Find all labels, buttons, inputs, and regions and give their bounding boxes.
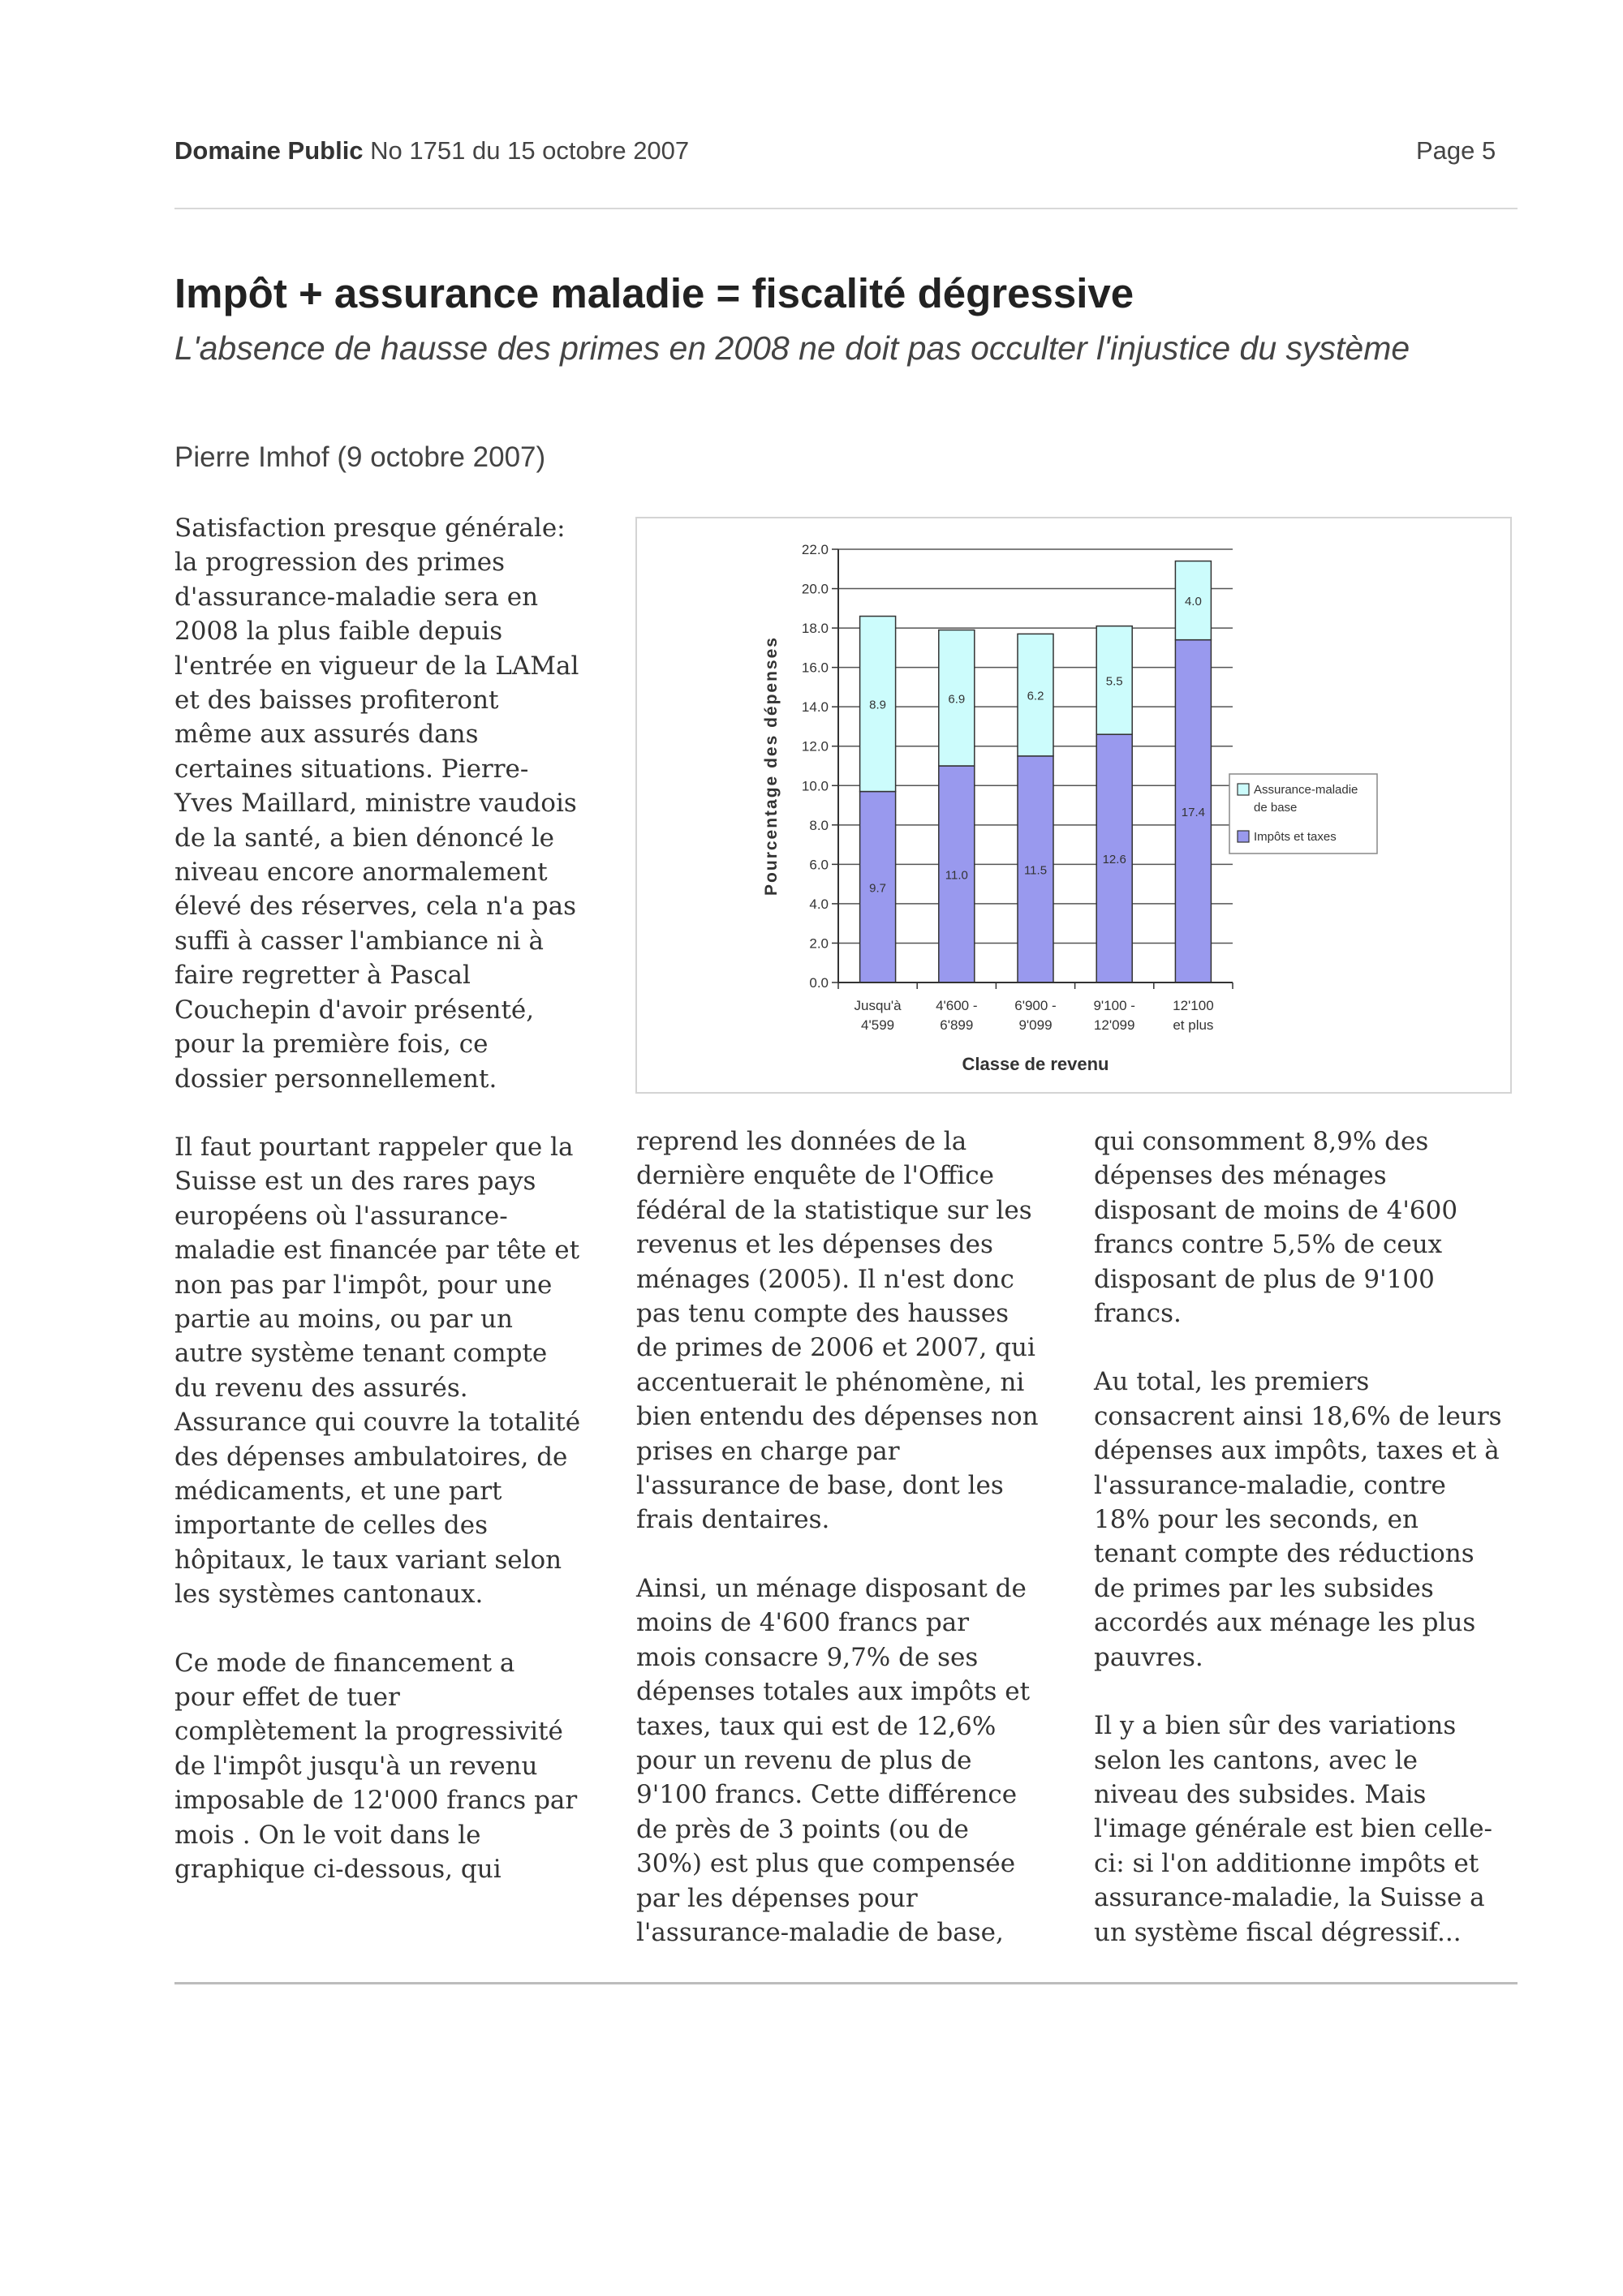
legend-swatch	[1238, 784, 1249, 795]
data-label: 4.0	[1184, 595, 1202, 609]
y-axis-title: Pourcentage des dépenses	[762, 636, 781, 896]
x-tick-label: et plus	[1173, 1017, 1214, 1033]
text-line: élevé des réserves, cela n'a pas	[174, 892, 577, 922]
text-line: l'entrée en vigueur de la LAMal	[174, 651, 579, 681]
text-line: et des baisses profiteront	[174, 686, 499, 716]
text-line: de la santé, a bien dénoncé le	[174, 823, 555, 853]
paragraph	[174, 1130, 580, 1612]
text-line: autre système tenant compte	[174, 1339, 548, 1369]
y-tick-label: 16.0	[801, 660, 829, 676]
text-line: pour un revenu de plus de	[636, 1745, 972, 1775]
text-line: revenus et les dépenses des	[636, 1230, 993, 1260]
text-line: complètement la progressivité	[174, 1717, 563, 1747]
text-line: non pas par l'impôt, pour une	[174, 1270, 553, 1300]
footer-divider	[174, 1982, 1518, 1984]
y-tick-label: 20.0	[801, 581, 829, 597]
x-tick-label: Jusqu'à	[854, 998, 902, 1013]
text-line: européens où l'assurance-	[174, 1201, 508, 1231]
text-line: des dépenses ambulatoires, de	[174, 1442, 568, 1472]
y-tick-label: 0.0	[809, 975, 829, 991]
text-line: accentuerait le phénomène, ni	[636, 1367, 1025, 1397]
text-line: Ainsi, un ménage disposant de	[636, 1573, 1027, 1603]
y-tick-label: 22.0	[801, 542, 829, 557]
text-line: par les dépenses pour	[636, 1883, 918, 1913]
text-line: mois consacre 9,7% de ses	[636, 1642, 979, 1672]
paragraph	[1094, 1365, 1502, 1675]
text-line: Assurance qui couvre la totalité	[174, 1408, 581, 1438]
text-line: certaines situations. Pierre-	[174, 754, 529, 784]
x-tick-label: 4'600 -	[936, 998, 978, 1013]
text-line: niveau encore anormalement	[174, 858, 548, 888]
chart-figure	[635, 517, 1512, 1094]
x-axis-title: Classe de revenu	[962, 1054, 1109, 1074]
x-tick-label: 12'099	[1093, 1017, 1135, 1033]
text-line: mois . On le voit dans le	[174, 1820, 481, 1850]
x-tick-label: 9'099	[1018, 1017, 1053, 1033]
header-divider	[174, 208, 1518, 209]
text-line: graphique ci-dessous, qui	[174, 1855, 502, 1885]
page-number: Page 5	[1416, 136, 1496, 165]
text-line: 2008 la plus faible depuis	[174, 617, 503, 647]
article-author: Pierre Imhof (9 octobre 2007)	[174, 441, 546, 473]
text-column-3	[1094, 1124, 1502, 1950]
text-line: de primes de 2006 et 2007, qui	[636, 1333, 1035, 1363]
text-line: pauvres.	[1094, 1642, 1203, 1672]
data-label: 9.7	[869, 881, 887, 896]
text-line: l'assurance-maladie, contre	[1094, 1470, 1446, 1500]
legend-label: Impôts et taxes	[1254, 830, 1337, 844]
text-line: même aux assurés dans	[174, 720, 479, 750]
data-label: 6.9	[948, 692, 966, 707]
paragraph	[1094, 1124, 1502, 1331]
legend-label: Assurance-maladie	[1254, 783, 1358, 797]
text-line: Ce mode de financement a	[174, 1648, 515, 1678]
article-title: Impôt + assurance maladie = fiscalité dégressive	[174, 270, 1134, 316]
x-tick-label: 12'100	[1173, 998, 1214, 1013]
text-line: francs contre 5,5% de ceux	[1094, 1230, 1443, 1260]
text-column-2	[636, 1124, 1039, 1950]
text-line: d'assurance-maladie sera en	[174, 582, 539, 612]
text-line: niveau des subsides. Mais	[1094, 1779, 1427, 1809]
text-line: de près de 3 points (ou de	[636, 1814, 969, 1844]
text-line: fédéral de la statistique sur les	[636, 1195, 1032, 1225]
text-line: disposant de moins de 4'600	[1094, 1195, 1458, 1225]
text-line: Il y a bien sûr des variations	[1094, 1711, 1457, 1741]
text-line: hôpitaux, le taux variant selon	[174, 1545, 562, 1575]
text-line: suffi à casser l'ambiance ni à	[174, 926, 544, 956]
text-line: reprend les données de la	[636, 1127, 967, 1156]
text-line: Au total, les premiers	[1094, 1367, 1370, 1397]
text-line: 9'100 francs. Cette différence	[636, 1780, 1018, 1810]
x-tick-label: 4'599	[861, 1017, 895, 1033]
y-tick-label: 4.0	[809, 896, 829, 912]
text-line: de primes par les subsides	[1094, 1573, 1434, 1603]
text-line: importante de celles des	[174, 1511, 488, 1541]
text-line: dépenses totales aux impôts et	[636, 1677, 1031, 1707]
data-label: 8.9	[869, 698, 887, 712]
x-tick-label: 6'899	[940, 1017, 974, 1033]
x-tick-label: 9'100 -	[1093, 998, 1135, 1013]
text-line: un système fiscal dégressif...	[1094, 1917, 1462, 1947]
x-tick-label: 6'900 -	[1014, 998, 1057, 1013]
publication-name: Domaine Public	[174, 136, 364, 165]
article-subtitle: L'absence de hausse des primes en 2008 ne doit pas occulter l'injustice du système	[174, 329, 1410, 367]
text-line: 30%) est plus que compensée	[636, 1849, 1016, 1879]
y-tick-label: 6.0	[809, 857, 829, 873]
text-line: pour effet de tuer	[174, 1683, 400, 1712]
y-tick-label: 8.0	[809, 817, 829, 833]
text-line: frais dentaires.	[636, 1505, 830, 1535]
text-line: partie au moins, ou par un	[174, 1304, 513, 1334]
text-line: bien entendu des dépenses non	[636, 1402, 1039, 1432]
text-line: Il faut pourtant rappeler que la	[174, 1132, 574, 1162]
text-line: taxes, taux qui est de 12,6%	[636, 1711, 997, 1741]
text-line: 18% pour les seconds, en	[1094, 1505, 1419, 1535]
text-line: l'image générale est bien celle-	[1094, 1814, 1493, 1844]
text-line: l'assurance-maladie de base,	[636, 1917, 1004, 1947]
text-line: Satisfaction presque générale:	[174, 514, 566, 543]
issue-info: No 1751 du 15 octobre 2007	[370, 136, 690, 165]
data-label: 11.5	[1023, 863, 1048, 878]
text-line: Yves Maillard, ministre vaudois	[174, 789, 577, 819]
text-line: consacrent ainsi 18,6% de leurs	[1094, 1401, 1502, 1431]
text-line: tenant compte des réductions	[1094, 1539, 1474, 1569]
text-line: accordés aux ménage les plus	[1094, 1608, 1476, 1638]
data-label: 5.5	[1105, 674, 1123, 689]
data-label: 12.6	[1102, 853, 1126, 867]
text-line: dépenses des ménages	[1094, 1161, 1387, 1191]
text-line: la progression des primes	[174, 548, 505, 578]
y-tick-label: 12.0	[801, 738, 829, 755]
text-line: imposable de 12'000 francs par	[174, 1786, 578, 1816]
legend-label: de base	[1254, 801, 1298, 815]
text-column-1	[174, 511, 580, 1886]
y-tick-label: 18.0	[801, 621, 829, 637]
text-line: pour la première fois, ce	[174, 1030, 489, 1060]
text-line: maladie est financée par tête et	[174, 1236, 580, 1266]
text-line: l'assurance de base, dont les	[636, 1471, 1004, 1501]
legend-swatch	[1238, 831, 1249, 842]
y-tick-label: 2.0	[809, 935, 829, 952]
text-line: dossier personnellement.	[174, 1064, 497, 1094]
paragraph	[1094, 1709, 1502, 1950]
y-tick-label: 10.0	[801, 778, 829, 794]
data-label: 17.4	[1181, 805, 1206, 819]
text-line: les systèmes cantonaux.	[174, 1580, 484, 1610]
text-line: ménages (2005). Il n'est donc	[636, 1264, 1014, 1294]
text-line: disposant de plus de 9'100	[1094, 1264, 1435, 1294]
paragraph	[174, 511, 580, 1096]
text-line: selon les cantons, avec le	[1094, 1745, 1419, 1775]
text-line: Suisse est un des rares pays	[174, 1167, 536, 1197]
text-line: faire regretter à Pascal	[174, 961, 471, 991]
text-line: de l'impôt jusqu'à un revenu	[174, 1751, 538, 1781]
y-tick-label: 14.0	[801, 699, 829, 716]
paragraph	[174, 1646, 580, 1887]
stacked-bar-chart	[637, 518, 1510, 1092]
text-line: médicaments, et une part	[174, 1476, 502, 1506]
text-line: Couchepin d'avoir présenté,	[174, 995, 535, 1025]
text-line: prises en charge par	[636, 1436, 900, 1466]
text-line: du revenu des assurés.	[174, 1373, 468, 1403]
data-label: 11.0	[945, 868, 968, 883]
text-line: ci: si l'on additionne impôts et	[1094, 1848, 1479, 1878]
text-line: francs.	[1094, 1299, 1182, 1329]
text-line: moins de 4'600 francs par	[636, 1608, 970, 1638]
text-line: pas tenu compte des hausses	[636, 1299, 1010, 1329]
paragraph	[636, 1572, 1039, 1950]
data-label: 6.2	[1027, 689, 1044, 703]
text-line: qui consomment 8,9% des	[1094, 1127, 1429, 1156]
publication-header	[174, 136, 689, 166]
text-line: dernière enquête de l'Office	[636, 1161, 994, 1191]
text-line: assurance-maladie, la Suisse a	[1094, 1883, 1485, 1913]
paragraph	[636, 1124, 1039, 1537]
text-line: dépenses aux impôts, taxes et à	[1094, 1436, 1500, 1466]
